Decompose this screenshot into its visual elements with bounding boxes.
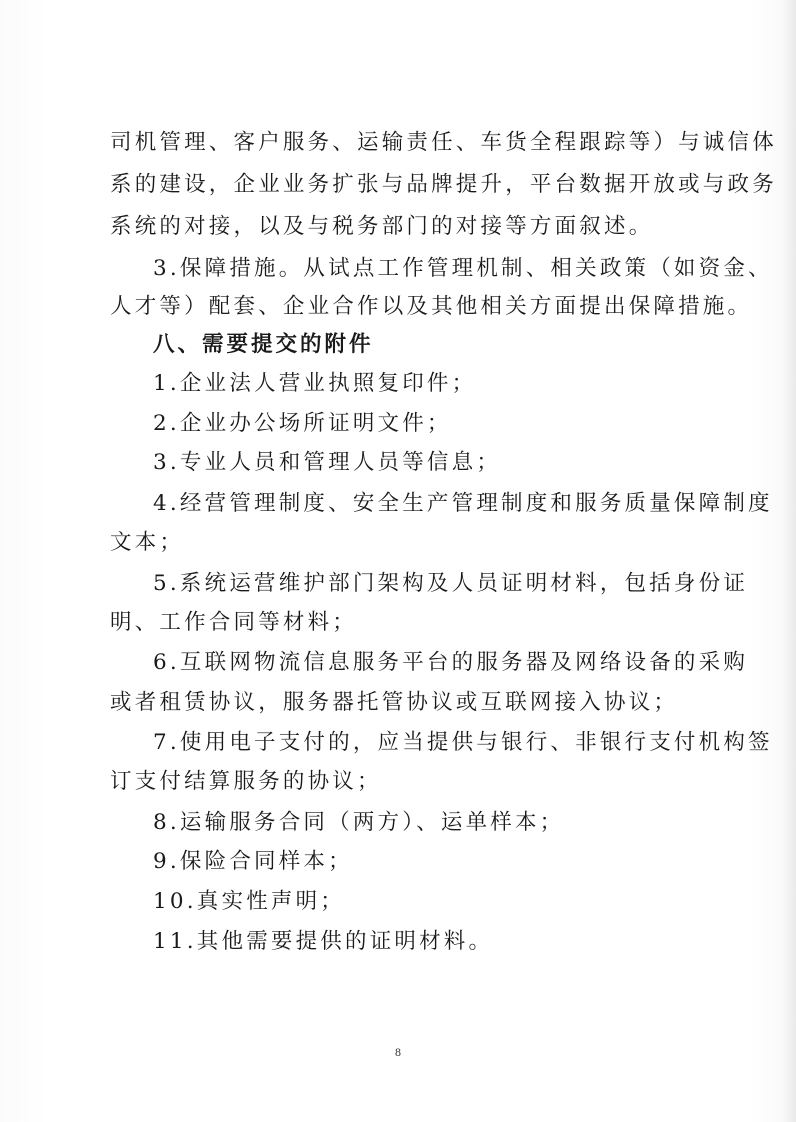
list-item-continuation: 或者租赁协议，服务器托管协议或互联网接入协议； xyxy=(110,690,679,715)
paragraph-line: 司机管理、客户服务、运输责任、车货全程跟踪等）与诚信体 xyxy=(110,130,777,155)
section-heading: 八、需要提交的附件 xyxy=(153,332,374,357)
list-item: 10.真实性声明； xyxy=(153,889,345,914)
list-item: 4.经营管理制度、安全生产管理制度和服务质量保障制度 xyxy=(153,491,773,516)
list-item: 9.保险合同样本； xyxy=(153,849,353,874)
page-number: 8 xyxy=(395,1045,401,1059)
list-item: 1.企业法人营业执照复印件； xyxy=(153,371,477,396)
paragraph-line: 3.保障措施。从试点工作管理机制、相关政策（如资金、 xyxy=(153,256,773,281)
list-item: 2.企业办公场所证明文件； xyxy=(153,411,452,436)
list-item: 6.互联网物流信息服务平台的服务器及网络设备的采购 xyxy=(153,650,749,675)
list-item: 3.专业人员和管理人员等信息； xyxy=(153,450,502,475)
list-item: 8.运输服务合同（两方）、运单样本； xyxy=(153,810,565,835)
list-item: 7.使用电子支付的，应当提供与银行、非银行支付机构签 xyxy=(153,730,773,755)
list-item-continuation: 订支付结算服务的协议； xyxy=(110,769,382,794)
paragraph-line: 系统的对接，以及与税务部门的对接等方面叙述。 xyxy=(110,214,654,239)
paragraph-line: 人才等）配套、企业合作以及其他相关方面提出保障措施。 xyxy=(110,294,753,319)
list-item: 5.系统运营维护部门架构及人员证明材料，包括身份证 xyxy=(153,571,749,596)
list-item-continuation: 明、工作合同等材料； xyxy=(110,610,358,635)
list-item-continuation: 文本； xyxy=(110,530,185,555)
list-item: 11.其他需要提供的证明材料。 xyxy=(153,929,494,954)
paragraph-line: 系的建设，企业业务扩张与品牌提升，平台数据开放或与政务 xyxy=(110,172,777,197)
